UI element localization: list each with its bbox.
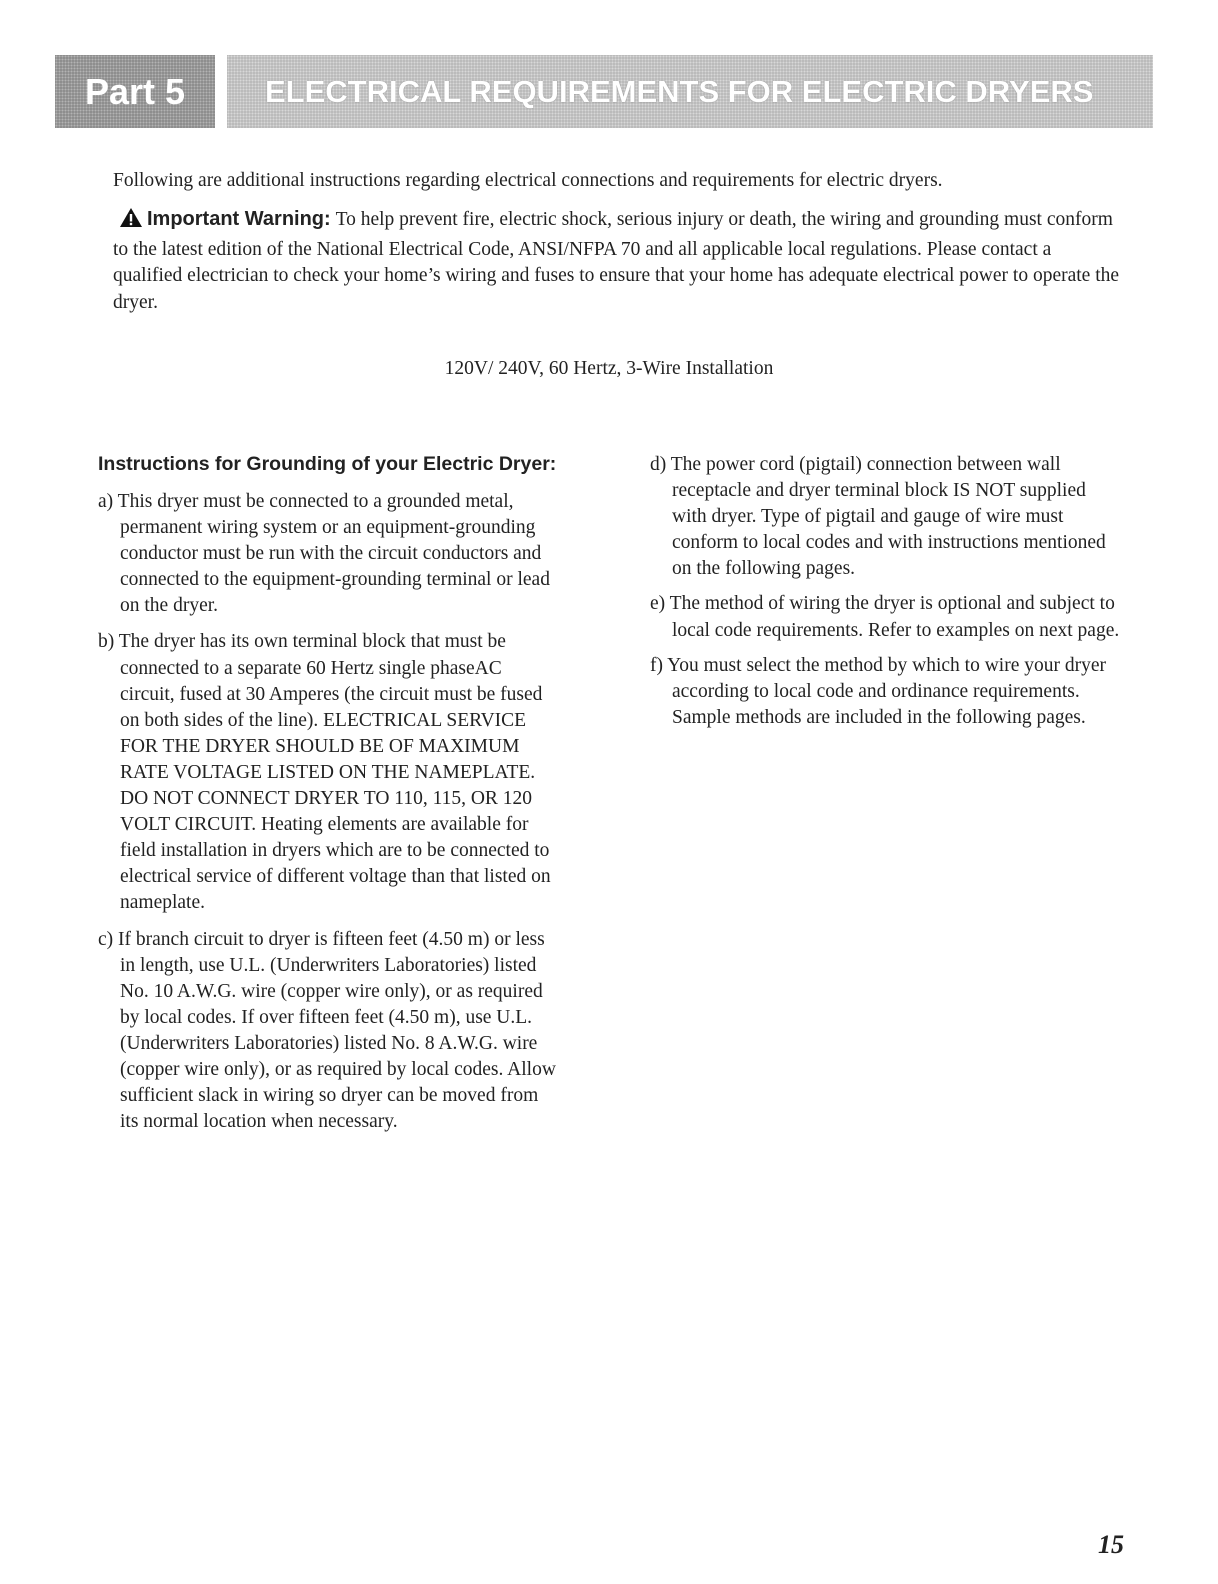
warning-block	[113, 206, 1123, 316]
title-bar	[227, 55, 1153, 128]
list-item: f) You must select the method by which to wire your dryer according to local code and ordinance requirements. Sample methods are included in the following pages.	[650, 654, 1107, 728]
warning-triangle-icon	[119, 207, 143, 237]
left-column	[98, 452, 558, 1145]
grounding-heading: Instructions for Grounding of your Electric Dryer:	[98, 453, 557, 475]
intro-text: Following are additional instructions regarding electrical connections and requirements for electric dryers.	[113, 170, 943, 191]
page-title: ELECTRICAL REQUIREMENTS FOR ELECTRIC DRYERS	[265, 73, 1094, 109]
part-label: Part 5	[84, 70, 186, 112]
list-item: a) This dryer must be connected to a grounded metal, permanent wiring system or an equipment-grounding conductor must be run with the circuit conductors and connected to the equipment-grounding terminal or lead on the dryer.	[98, 491, 550, 617]
right-column	[650, 452, 1120, 740]
installation-subtitle: 120V/ 240V, 60 Hertz, 3-Wire Installation	[444, 358, 774, 379]
warning-heading: Important Warning:	[147, 208, 331, 230]
list-item: b) The dryer has its own terminal block that must be connected to a separate 60 Hertz single phaseAC circuit, fused at 30 Amperes (the circuit must be fused on both sides of the line). ELECTRICAL SERVICE FOR THE DRYER SHOULD BE OF MAXIMUM RATE VOLTAGE LISTED ON THE NAMEPLATE. DO NOT CONNECT DRYER TO 110, 115, OR 120 VOLT CIRCUIT. Heating elements are available for field installation in dryers which are to be connected to electrical service of different voltage than that listed on nameplate.	[98, 631, 551, 914]
warning-text: To help prevent fire, electric shock, serious injury or death, the wiring and grounding must conform to the latest edition of the National Electrical Code, ANSI/NFPA 70 and all applicable local regulations. Please contact a qualified electrician to check your home’s wiring and fuses to ensure that your home has adequate electrical power to operate the dryer.	[113, 209, 1120, 313]
page-number: 15	[1098, 1530, 1124, 1559]
list-item: d) The power cord (pigtail) connection between wall receptacle and dryer terminal block IS NOT supplied with dryer. Type of pigtail and gauge of wire must conform to local codes and with instructions mentioned on the following pages.	[650, 454, 1106, 580]
list-item: e) The method of wiring the dryer is optional and subject to local code requirements. Refer to examples on next page.	[650, 593, 1120, 641]
list-item: c) If branch circuit to dryer is fifteen feet (4.50 m) or less in length, use U.L. (Underwriters Laboratories) listed No. 10 A.W.G. wire (copper wire only), or as required by local codes. If over fifteen feet (4.50 m), use U.L. (Underwriters Laboratories) listed No. 8 A.W.G. wire (copper wire only), or as required by local codes. Allow sufficient slack in wiring so dryer can be moved from its normal location when necessary.	[98, 928, 556, 1133]
section-header	[55, 55, 1153, 128]
part-tab	[55, 55, 215, 128]
